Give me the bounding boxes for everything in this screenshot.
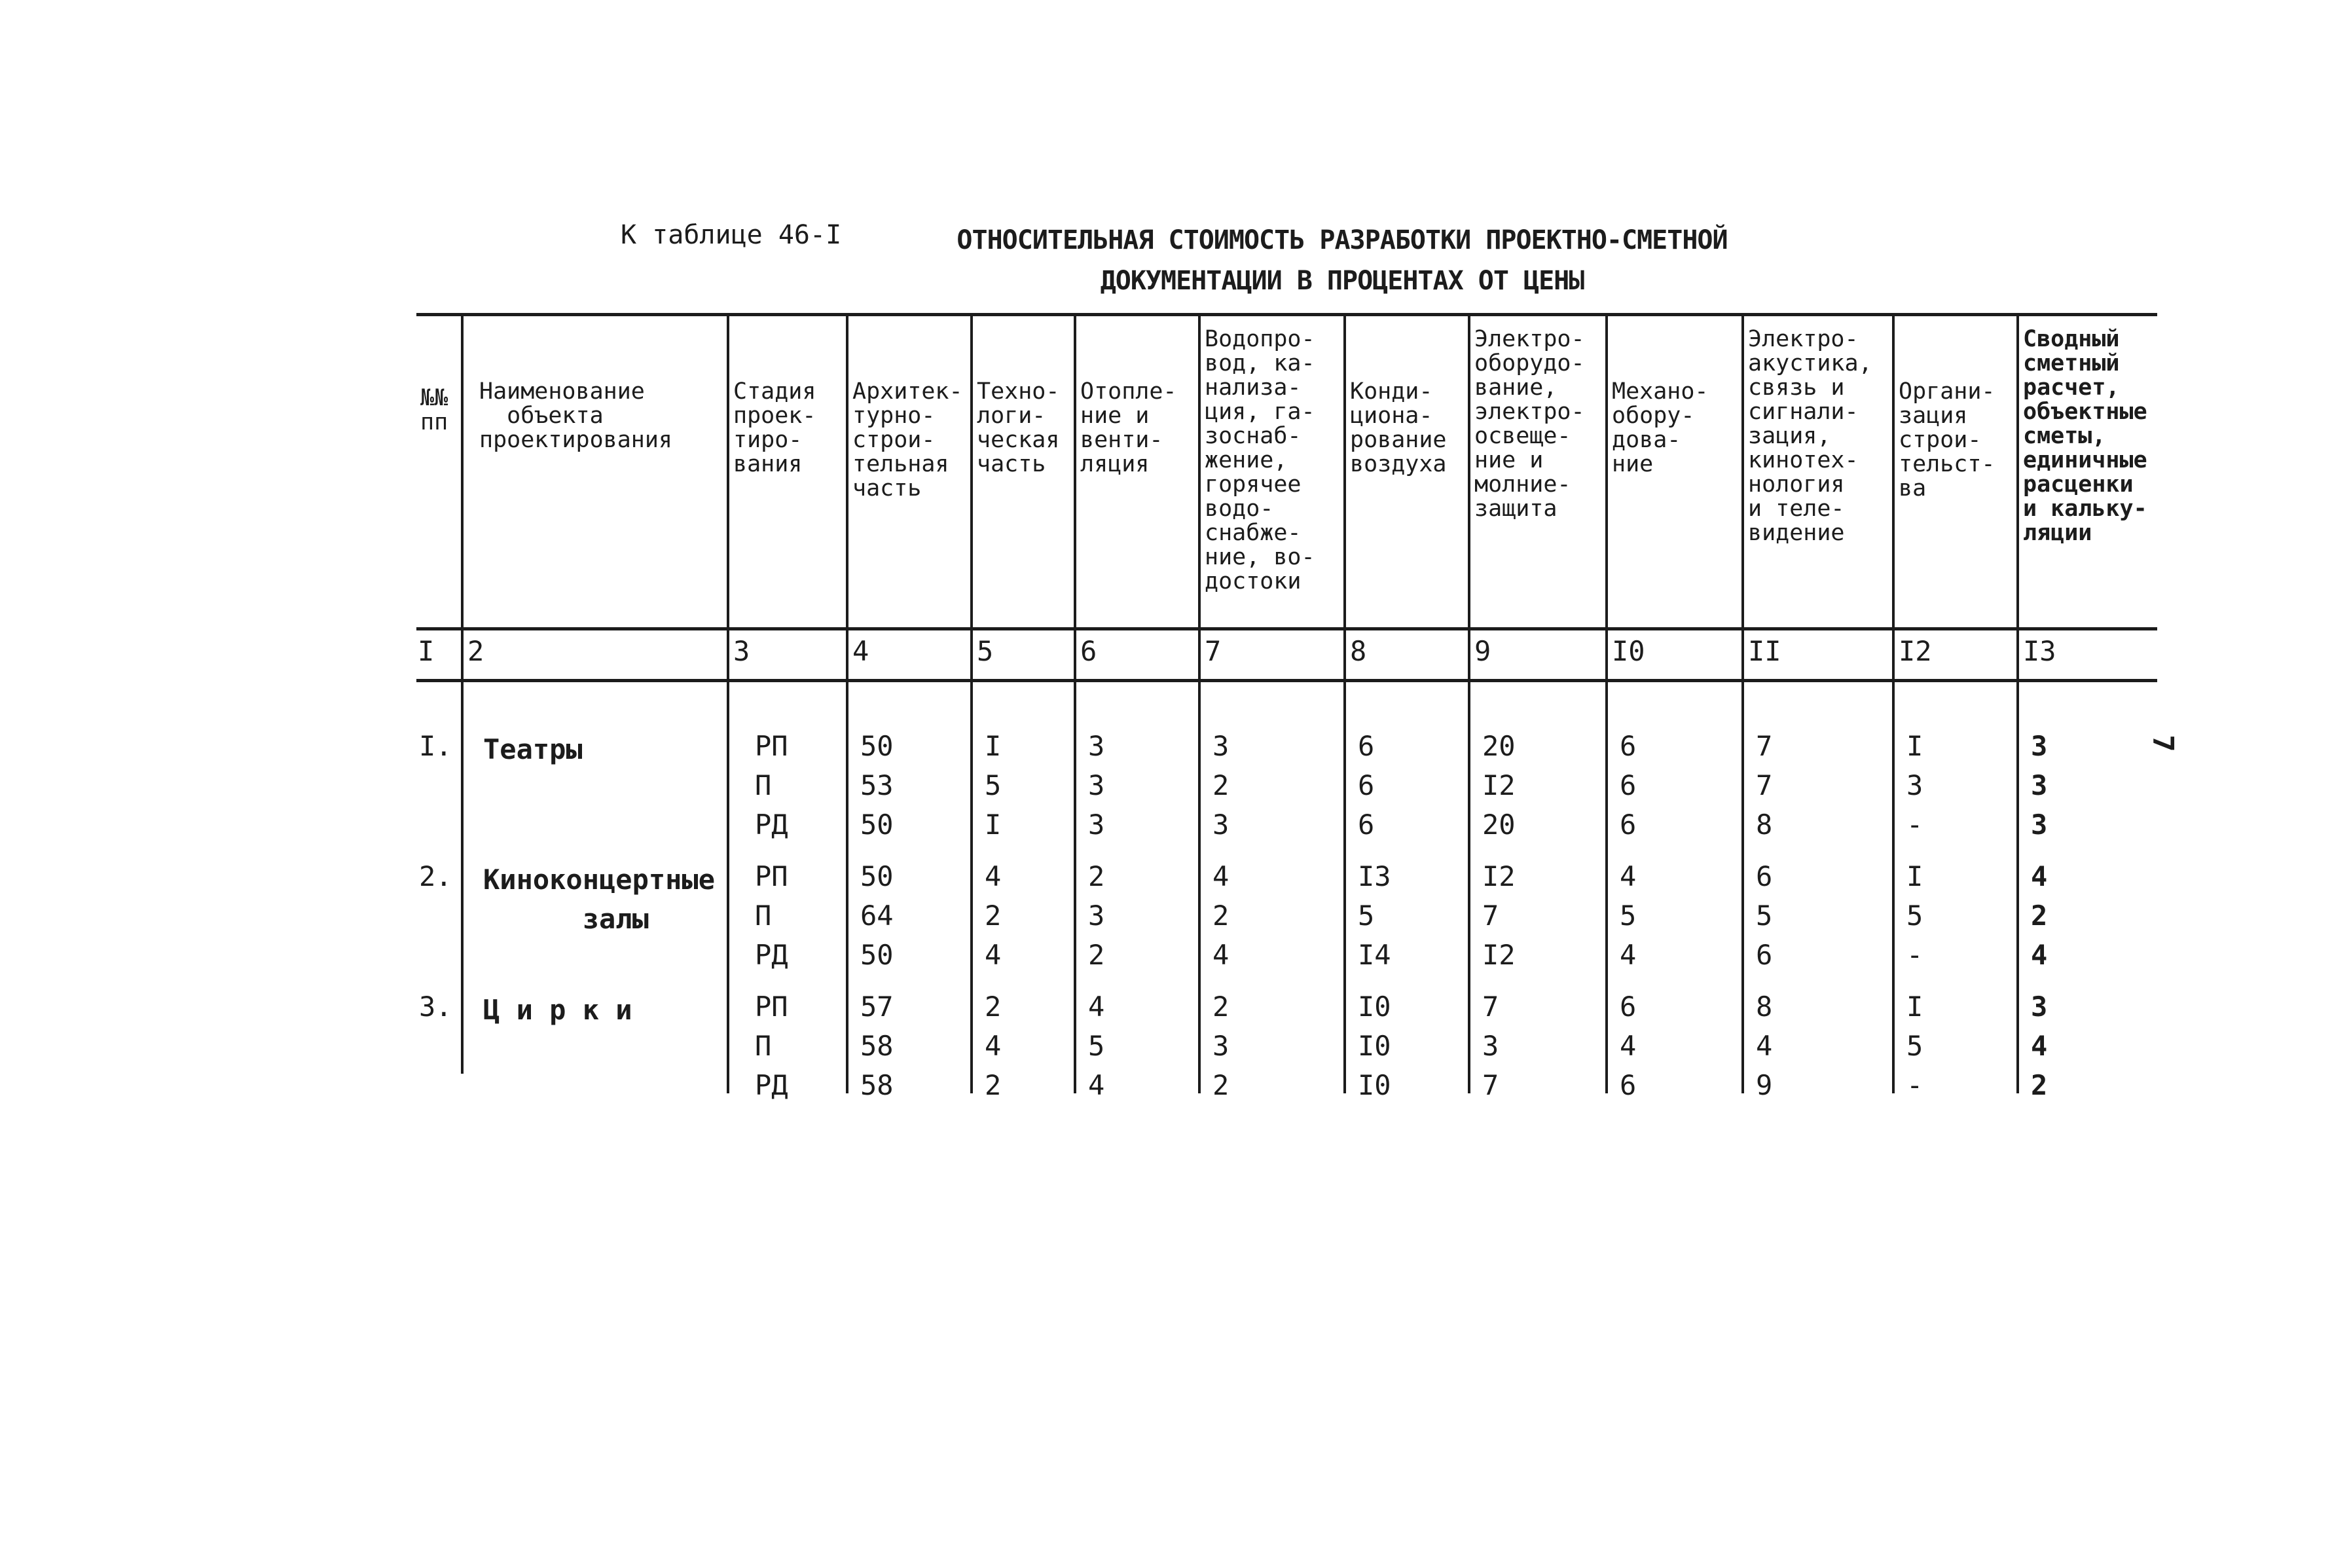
column-header: Архитек- турно- строи- тельная часть [852, 378, 963, 501]
value-cell: 4 [2031, 939, 2048, 971]
value-cell: 3 [2031, 769, 2048, 801]
column-header: Электро- акустика, связь и сигнали- зация, кинотех- нология и теле- видение [1748, 326, 1872, 546]
stage-cell: РП [755, 860, 788, 892]
value-cell: 2 [1088, 860, 1105, 892]
value-cell: 3 [2031, 991, 2048, 1023]
value-cell: I0 [1358, 1069, 1391, 1101]
value-cell: 6 [1358, 769, 1375, 801]
value-cell: I [985, 809, 1002, 841]
value-cell: 3 [2031, 730, 2048, 762]
value-cell: 6 [1620, 991, 1637, 1023]
value-cell: I0 [1358, 1030, 1391, 1062]
value-cell: 3 [1212, 809, 1230, 841]
value-cell: 4 [1088, 991, 1105, 1023]
value-cell: 2 [985, 1069, 1002, 1101]
document-title: ОТНОСИТЕЛЬНАЯ СТОИМОСТЬ РАЗРАБОТКИ ПРОЕКТНО-СМЕТНОЙ ДОКУМЕНТАЦИИ В ПРОЦЕНТАХ ОТ ЦЕНЫ [956, 225, 1728, 296]
value-cell: 5 [1088, 1030, 1105, 1062]
column-header: Отопле- ние и венти- ляция [1080, 378, 1177, 477]
column-divider [727, 313, 729, 1093]
value-cell: 2 [2031, 900, 2048, 932]
value-cell: 3 [1212, 1030, 1230, 1062]
column-number: 2 [467, 635, 484, 667]
value-cell: 7 [1756, 769, 1773, 801]
value-cell: 5 [1906, 900, 1923, 932]
column-divider [970, 313, 973, 1093]
value-cell: 3 [2031, 809, 2048, 841]
value-cell: 2 [2031, 1069, 2048, 1101]
value-cell: 2 [1212, 769, 1230, 801]
value-cell: 4 [985, 860, 1002, 892]
value-cell: 6 [1620, 1069, 1637, 1101]
column-divider [846, 313, 848, 1093]
value-cell: 5 [1358, 900, 1375, 932]
value-cell: 3 [1482, 1030, 1499, 1062]
value-cell: 58 [860, 1069, 894, 1101]
value-cell: 50 [860, 809, 894, 841]
value-cell: 4 [1620, 860, 1637, 892]
stage-cell: РП [755, 730, 788, 762]
stage-cell: РП [755, 991, 788, 1023]
value-cell: 53 [860, 769, 894, 801]
column-divider [1741, 313, 1744, 1093]
value-cell: 3 [1088, 730, 1105, 762]
column-number: 8 [1350, 635, 1367, 667]
value-cell: 5 [1756, 900, 1773, 932]
column-divider [2016, 313, 2019, 1093]
column-divider [1892, 313, 1895, 1093]
value-cell: 4 [1756, 1030, 1773, 1062]
value-cell: 6 [1756, 939, 1773, 971]
value-cell: 2 [1212, 900, 1230, 932]
stage-cell: П [755, 769, 772, 801]
column-divider [1343, 313, 1346, 1093]
value-cell: 3 [1088, 769, 1105, 801]
value-cell: 4 [1620, 939, 1637, 971]
value-cell: 3 [1088, 900, 1105, 932]
value-cell: 20 [1482, 730, 1516, 762]
value-cell: 50 [860, 730, 894, 762]
column-number: 9 [1474, 635, 1491, 667]
column-number: I3 [2023, 635, 2056, 667]
stage-cell: П [755, 900, 772, 932]
column-divider [1468, 313, 1470, 1093]
value-cell: 4 [985, 1030, 1002, 1062]
value-cell: I4 [1358, 939, 1391, 971]
column-header: Органи- зация строи- тельст- ва [1899, 378, 1995, 501]
page-number: 7 [2145, 735, 2179, 752]
value-cell: 6 [1358, 809, 1375, 841]
value-cell: 7 [1482, 1069, 1499, 1101]
object-name: Театры [483, 733, 583, 765]
value-cell: 20 [1482, 809, 1516, 841]
column-header: №№ пп [420, 385, 448, 435]
value-cell: 2 [985, 900, 1002, 932]
column-number: I [418, 635, 435, 667]
column-number: 5 [977, 635, 994, 667]
value-cell: 4 [1088, 1069, 1105, 1101]
column-divider [461, 313, 464, 1074]
stage-cell: РД [755, 939, 788, 971]
column-divider [1074, 313, 1076, 1093]
value-cell: 57 [860, 991, 894, 1023]
value-cell: I3 [1358, 860, 1391, 892]
group-index: I. [419, 730, 452, 762]
value-cell: 4 [1620, 1030, 1637, 1062]
table-caption: К таблице 46-I [621, 220, 842, 250]
value-cell: 3 [1906, 769, 1923, 801]
group-index: 3. [419, 991, 452, 1023]
value-cell: 7 [1482, 991, 1499, 1023]
value-cell: 4 [985, 939, 1002, 971]
column-header: Электро- оборудо- вание, электро- освеще- ние и молние- защита [1474, 326, 1585, 522]
value-cell: 4 [1212, 860, 1230, 892]
value-cell: 50 [860, 860, 894, 892]
value-cell: 7 [1756, 730, 1773, 762]
value-cell: 5 [985, 769, 1002, 801]
column-header: Сводный сметный расчет, объектные сметы, единичные расценки и кальку- ляции [2023, 326, 2147, 546]
value-cell: 50 [860, 939, 894, 971]
value-cell: 2 [985, 991, 1002, 1023]
numbers-bottom-rule [416, 679, 2157, 682]
value-cell: 6 [1756, 860, 1773, 892]
value-cell: 64 [860, 900, 894, 932]
value-cell: 4 [1212, 939, 1230, 971]
value-cell: 3 [1212, 730, 1230, 762]
value-cell: 9 [1756, 1069, 1773, 1101]
column-number: I2 [1899, 635, 1932, 667]
value-cell: 2 [1088, 939, 1105, 971]
object-name: Киноконцертные залы [483, 864, 716, 935]
value-cell: I [1906, 730, 1923, 762]
column-header: Наименование объекта проектирования [479, 378, 673, 453]
value-cell: I [1906, 991, 1923, 1023]
value-cell: 2 [1212, 1069, 1230, 1101]
value-cell: 3 [1088, 809, 1105, 841]
column-number: 3 [733, 635, 750, 667]
column-number: 4 [852, 635, 869, 667]
value-cell: 6 [1620, 730, 1637, 762]
column-header: Водопро- вод, ка- нализа- ция, га- зоснаб- жение, горячее водо- снабже- ние, во- достоки [1205, 326, 1315, 594]
value-cell: - [1906, 1069, 1923, 1101]
value-cell: I0 [1358, 991, 1391, 1023]
value-cell: I2 [1482, 769, 1516, 801]
column-header: Техно- логи- ческая часть [977, 378, 1060, 477]
value-cell: 8 [1756, 809, 1773, 841]
value-cell: 2 [1212, 991, 1230, 1023]
column-number: 7 [1205, 635, 1222, 667]
column-header: Механо- обору- дова- ние [1612, 378, 1709, 477]
value-cell: I2 [1482, 860, 1516, 892]
header-bottom-rule [416, 627, 2157, 630]
stage-cell: РД [755, 1069, 788, 1101]
column-header: Стадия проек- тиро- вания [733, 378, 816, 477]
column-divider [1605, 313, 1608, 1093]
value-cell: 6 [1620, 809, 1637, 841]
table-top-rule [416, 313, 2157, 316]
object-name: Ц и р к и [483, 994, 632, 1026]
stage-cell: П [755, 1030, 772, 1062]
column-number: I0 [1612, 635, 1645, 667]
value-cell: 58 [860, 1030, 894, 1062]
value-cell: 7 [1482, 900, 1499, 932]
column-number: II [1748, 635, 1781, 667]
value-cell: 8 [1756, 991, 1773, 1023]
value-cell: I2 [1482, 939, 1516, 971]
value-cell: I [985, 730, 1002, 762]
column-divider [1198, 313, 1201, 1093]
value-cell: I [1906, 860, 1923, 892]
value-cell: 6 [1358, 730, 1375, 762]
value-cell: - [1906, 809, 1923, 841]
stage-cell: РД [755, 809, 788, 841]
value-cell: 6 [1620, 769, 1637, 801]
column-number: 6 [1080, 635, 1097, 667]
value-cell: 5 [1906, 1030, 1923, 1062]
value-cell: 4 [2031, 860, 2048, 892]
column-header: Конди- циона- рование воздуха [1350, 378, 1447, 477]
value-cell: 4 [2031, 1030, 2048, 1062]
value-cell: 5 [1620, 900, 1637, 932]
group-index: 2. [419, 860, 452, 892]
value-cell: - [1906, 939, 1923, 971]
